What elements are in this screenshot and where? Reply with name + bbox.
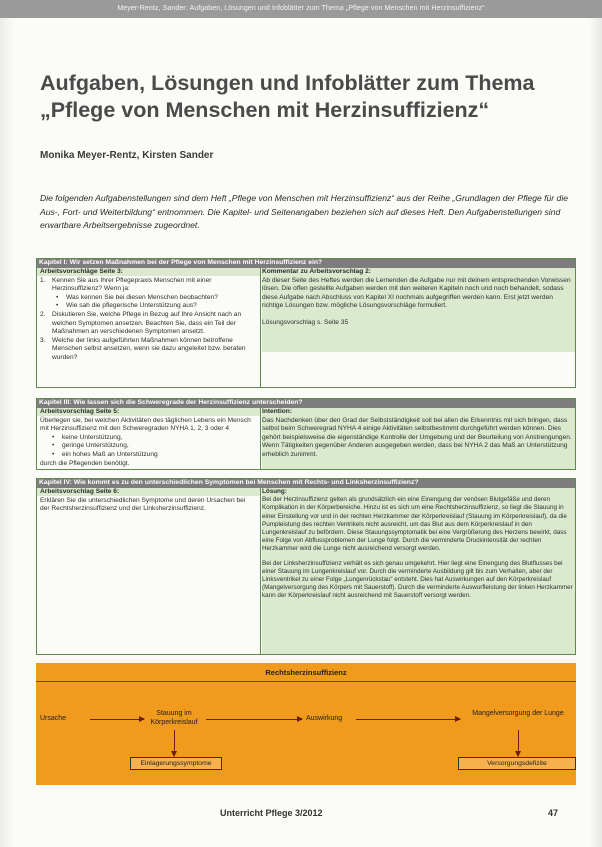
section-3-right-label: Lösung:	[262, 488, 287, 495]
section-2-left-tail: durch die Pflegenden benötigt.	[40, 459, 130, 467]
section-3-right	[262, 488, 574, 601]
section-2-head: Kapitel III: Wie lassen sich die Schweregrade der Herzinsuffizienz unterscheiden?	[36, 398, 576, 408]
diagram-arrow-down-1	[174, 730, 175, 756]
diagram-arrow-3	[356, 719, 460, 720]
section-2-left-text: Überlegen sie, bei welchen Aktivitäten des täglichen Lebens ein Mensch mit Herzinsuffizienz mit den Schweregraden NYHA 1, 2, 3 oder 4	[40, 416, 251, 433]
diagram-box-1: Einlagerungssymptome	[130, 757, 222, 770]
list-item: • keine Unterstützung,	[40, 434, 256, 443]
diagram-arrow-2	[206, 719, 302, 720]
section-2-left	[36, 408, 256, 468]
intro-paragraph: Die folgenden Aufgabenstellungen sind dem Heft „Pflege von Menschen mit Herzinsuffizienz“ aus der Reihe „Grundlagen der Pflege für die Aus-, Fort- und Weiterbildung“ entnommen. Die Kapitel- und Seitenangaben beziehen sich auf dieses Heft. Den Aufgabenstellungen sind erwartbare Arbeitsergebnisse zugeordnet.	[40, 193, 569, 231]
section-3-divider	[260, 488, 261, 655]
title-line-1: Aufgaben, Lösungen und Infoblätter zum Thema	[40, 71, 535, 95]
diagram-node-cause: Ursache	[40, 715, 67, 722]
authors: Monika Meyer-Rentz, Kirsten Sander	[40, 150, 214, 161]
list-item: • Was kennen Sie bei diesen Menschen beobachten?	[40, 294, 256, 303]
section-1-right-ref: Lösungsvorschlag s. Seite 35	[262, 318, 349, 326]
page-number: 47	[548, 808, 559, 818]
diagram-node-deficiency: Mangelversorgung der Lunge	[472, 710, 564, 717]
list-item: 3. Welche der links aufgeführten Maßnahmen können betroffene Menschen selbst ansetzen, wenn sie dazu angeleitet bzw. beraten wurden?	[40, 336, 246, 361]
section-3-right-text: Bei der Herzinsuffizienz gelten als grundsätzlich ein eine Einengung der venösen Blutgefäße und deren Komplikation in der Körperbereiche. Hinzu ist es sich um eine Rechtsherzinsuffizienz, so liegt die Stauung in einer Einstellung vor und in der rechten Herzkammer der Körperkreislauf (Stauung im Körperkreislauf), da die Pumpleistung des rechten Ventrikels nicht ausreicht, um das Blut aus dem Körperkreislauf in den Lungenkreislauf zu befördern. Diese Stauungssymptomatik bei eine Vergrößerung des Herzens bewirkt, dass eine Folge von Abflussproblemen der Lunge folgt. Durch die verminderte Druckintensität der rechten Herzkammer wird die Lunge nicht ausreichend versorgt werden.	[262, 496, 567, 553]
section-2-right-label: Intention:	[262, 408, 293, 415]
diagram-title-rule	[36, 681, 576, 682]
section-3-left-text: Erklären Sie die unterschiedlichen Symptome und deren Ursachen bei der Rechtsherzinsuffizienz und der Linksherzinsuffizienz.	[40, 496, 246, 513]
diagram-title: Rechtsherzinsuffizienz	[265, 668, 347, 677]
list-item: 1. Kennen Sie aus Ihrer Pflegepraxis Menschen mit einer Herzinsuffizienz? Wenn ja:	[40, 276, 212, 293]
diagram-arrow-down-2	[518, 730, 519, 756]
title-line-2: „Pflege von Menschen mit Herzinsuffizienz“	[40, 98, 490, 122]
list-item: 2. Diskutieren Sie, welche Pflege in Bezug auf Ihre Ansicht nach an welchen Symptomen ansetzen. Beachten Sie, dass ein Teil der Maßnahmen an verschiedenen Symptomen ansetzt.	[40, 310, 242, 336]
section-1-right	[262, 268, 574, 328]
section-1-left	[36, 268, 256, 363]
diagram-arrow-1	[90, 719, 144, 720]
section-3-head: Kapitel IV: Wie kommt es zu den unterschiedlichen Symptomen bei Menschen mit Rechts- und Linksherzinsuffizienz?	[36, 478, 576, 488]
running-header: Meyer-Rentz, Sander: Aufgaben, Lösungen und Infoblätter zum Thema „Pflege von Menschen mit Herzinsuffizienz“	[0, 0, 602, 18]
list-item: • ein hohes Maß an Unterstützung	[40, 451, 256, 460]
diagram-box-2: Versorgungsdefizite	[458, 757, 576, 770]
diagram-node-effect: Auswirkung	[306, 715, 343, 722]
section-2-divider	[260, 408, 261, 470]
list-item: • Wie sah die pflegerische Unterstützung aus?	[40, 302, 256, 311]
section-2-right	[262, 408, 574, 460]
section-2-right-text: Das Nachdenken über den Grad der Selbstständigkeit soll bei allen die Erkenntnis mit sich bringen, dass selbst beim Schweregrad NYHA 4 einige Aktivitäten selbstbestimmt durchgeführt werden können. Dies gehört beispielsweise die eigenständige Kontrolle der Umgebung und der Beurteilung von Anstrengungen. Wenn Tätigkeiten gegenüber Anderen ausgegeben werden, dass bei NYHA 2 das Maß an Unterstützung erheblich zunimmt.	[262, 416, 572, 458]
diagram-node-congestion: Stauung im Körperkreislauf	[150, 710, 198, 726]
journal-footer: Unterricht Pflege 3/2012	[220, 808, 323, 818]
page-title	[40, 70, 580, 124]
section-1-right-text: Ab dieser Seite des Heftes werden die Lernenden die Aufgabe nur mit deinem entsprechenden Vorwissen lösen. Die offen gestellte Aufgaben werden mit den weiteren Kapiteln noch und noch behandelt, sodass diese Aufgabe nach Abschluss von Kapitel XI nochmals aufgegriffen werden kann. Erst jetzt werden richtige Lösungen bzw. mögliche Lösungsvorschläge formuliert.	[262, 276, 571, 310]
section-3-right-text-2: Bei der Linksherzinsuffizienz verhält es sich genau umgekehrt. Hier liegt eine Einengung des Blutflusses bei einer Stauung im Lungenkreislauf vor. Durch die verminderte Ausbildung gilt bis zum Verhalten, aber der Linksventrikel zu einer Folge „Lungenrückstau“ entsteht. Dies hat Auswirkungen auf den Körperkreislauf (Mangelversorgung des Körpers mit Sauerstoff). Durch die verminderte Auswurfleistung der linken Herzkammer kann der Körperkreislauf nicht ausreichend mit Sauerstoff versorgt werden.	[262, 559, 573, 600]
section-1-left-label: Arbeitsvorschläge Seite 3:	[40, 268, 123, 275]
section-1-divider	[260, 268, 261, 388]
section-3-left-label: Arbeitsvorschlag Seite 6:	[40, 488, 120, 495]
section-1-right-label: Kommentar zu Arbeitsvorschlag 2:	[262, 268, 371, 275]
section-3-left	[36, 488, 256, 514]
list-item: • geringe Unterstützung,	[40, 442, 256, 451]
section-2-left-label: Arbeitsvorschlag Seite 5:	[40, 408, 120, 415]
section-1-head: Kapitel I: Wir setzen Maßnahmen bei der Pflege von Menschen mit Herzinsuffizienz ein?	[36, 258, 576, 268]
